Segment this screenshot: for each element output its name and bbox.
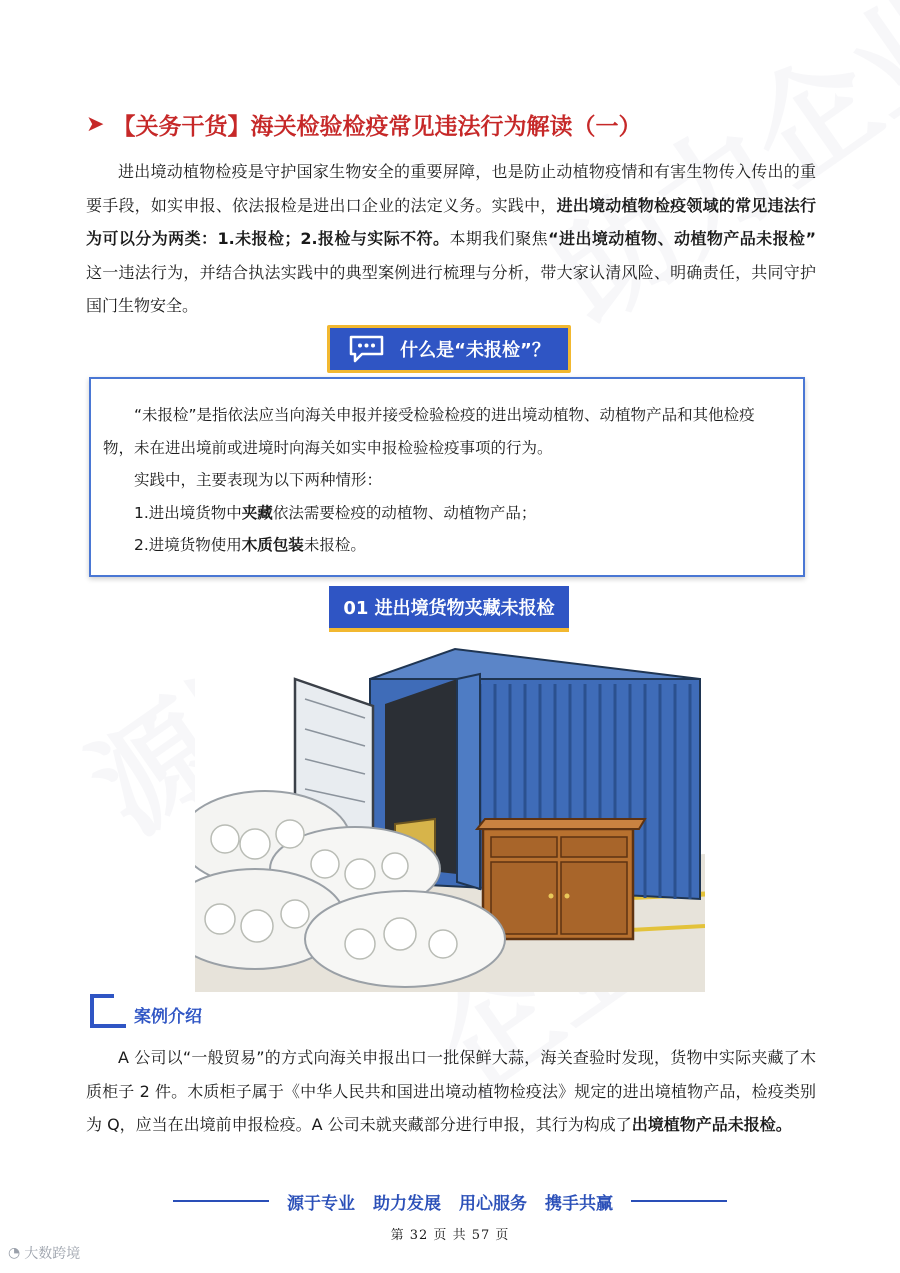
intro-bold-focus: “进出境动植物、动植物产品未报检” xyxy=(548,229,816,248)
footer-slogan xyxy=(160,1186,740,1216)
case-paragraph xyxy=(86,1041,816,1142)
page-title-text: 【关务干货】海关检验检疫常见违法行为解读（一） xyxy=(112,114,642,140)
slogan-item: 源于专业 xyxy=(287,1193,355,1214)
section-01-header: 01 进出境货物夹藏未报检 xyxy=(329,586,569,632)
intro-bold-categories: 进出境动植物检疫领域的常见违法行为可以分为两类：1.未报检；2.报检与实际不符。 xyxy=(86,195,816,248)
definition-text: “未报检”是指依法应当向海关申报并接受检验检疫的进出境动植物、动植物产品和其他检疫物，未在进出境前或进境时向海关如实申报检验检疫事项的行为。 xyxy=(103,406,755,457)
intro-text: 进出境动植物检疫是守护国家生物安全的重要屏障，也是防止动植物疫情和有害生物传入传出的重要手段，如实申报、依法报检是进出口企业的法定义务。实践中， xyxy=(86,162,816,215)
definition-item-1: 1.进出境货物中夹藏依法需要检疫的动植物、动植物产品； xyxy=(134,503,537,522)
intro-text: 本期我们聚焦 xyxy=(449,229,549,248)
chat-bubble-icon xyxy=(348,334,388,364)
intro-text: 这一违法行为，并结合执法实践中的典型案例进行梳理与分析，带大家认清风险、明确责任，共同守护国门生物安全。 xyxy=(86,262,816,315)
arrow-right-icon: ➤ xyxy=(86,112,105,137)
case-heading xyxy=(86,996,286,1032)
brand-logo xyxy=(8,1243,80,1263)
case-bold-conclusion: 出境植物产品未报检。 xyxy=(631,1115,792,1134)
case-text: A 公司以“一般贸易”的方式向海关申报出口一批保鲜大蒜，海关查验时发现，货物中实际夹藏了木质柜子 2 件。木质柜子属于《中华人民共和国进出境动植物检疫法》规定的进出境植物产品，检疫类别为 Q，应当在出境前申报检疫。A 公司未就夹藏部分进行申报，其行为构成了 xyxy=(86,1048,816,1134)
container-illustration xyxy=(195,634,705,992)
question-header-text: 什么是“未报检”？ xyxy=(400,340,550,361)
bracket-icon xyxy=(90,996,126,1028)
slogan-item: 用心服务 xyxy=(459,1193,527,1214)
definition-intro-line: 实践中，主要表现为以下两种情形： xyxy=(134,471,383,489)
case-heading-text: 案例介绍 xyxy=(134,1007,202,1027)
brand-mark-icon: ◔ xyxy=(8,1245,21,1261)
definition-item-2: 2.进境货物使用木质包装未报检。 xyxy=(134,536,366,554)
divider xyxy=(631,1200,727,1202)
divider xyxy=(173,1200,269,1202)
question-header xyxy=(327,325,571,373)
page-number: 第 32 页 共 57 页 xyxy=(390,1228,510,1243)
brand-text: 大数跨境 xyxy=(24,1246,81,1262)
definition-box xyxy=(89,377,805,577)
intro-paragraph xyxy=(86,155,816,323)
slogan-item: 携手共赢 xyxy=(545,1193,613,1214)
page-title xyxy=(86,108,826,141)
slogan-item: 助力发展 xyxy=(373,1193,441,1214)
